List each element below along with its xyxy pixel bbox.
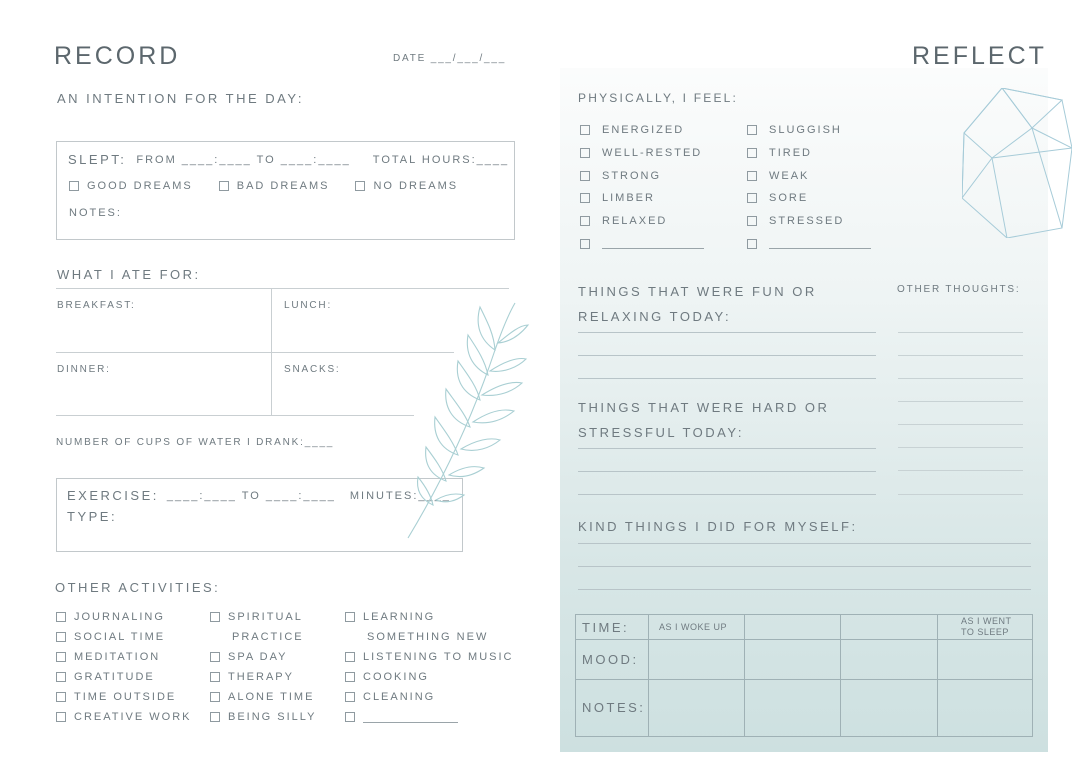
activity-label: SPA DAY bbox=[228, 651, 288, 663]
exercise-time-field[interactable]: ____:____ TO ____:____ bbox=[166, 489, 336, 502]
no-dreams-label: NO DREAMS bbox=[373, 180, 459, 192]
activity-cleaning[interactable] bbox=[345, 691, 435, 703]
fun-heading-line1: THINGS THAT WERE FUN OR bbox=[578, 284, 817, 299]
food-heading: WHAT I ATE FOR: bbox=[57, 267, 201, 282]
activity-label: ALONE TIME bbox=[228, 691, 315, 703]
checkbox[interactable] bbox=[56, 612, 66, 622]
breakfast-field[interactable]: BREAKFAST: bbox=[57, 300, 136, 311]
grid-cell-mood-4[interactable] bbox=[938, 640, 1033, 680]
activity-label: LEARNING bbox=[363, 611, 436, 623]
hard-heading-line1: THINGS THAT WERE HARD OR bbox=[578, 400, 830, 415]
activity-being-silly[interactable] bbox=[210, 711, 316, 723]
checkbox[interactable] bbox=[56, 712, 66, 722]
activity-gratitude[interactable] bbox=[56, 671, 155, 683]
exercise-label: EXERCISE: bbox=[67, 488, 159, 503]
grid-cell-notes-2[interactable] bbox=[745, 680, 841, 737]
activity-label: CLEANING bbox=[363, 691, 436, 703]
total-hours-field[interactable]: TOTAL HOURS:____ bbox=[372, 153, 510, 166]
feel-label: ENERGIZED bbox=[602, 124, 685, 136]
activity-creative-work[interactable] bbox=[56, 711, 191, 723]
checkbox[interactable] bbox=[580, 216, 590, 226]
feel-label: STRESSED bbox=[769, 215, 845, 227]
food-bottom-rule-right bbox=[272, 415, 414, 416]
bad-dreams-label: BAD DREAMS bbox=[236, 180, 330, 192]
grid-sleep-label-line1: AS I WENT bbox=[961, 616, 1012, 626]
dreams-row bbox=[69, 180, 458, 192]
feel-label: STRONG bbox=[602, 170, 662, 182]
feel-label: WELL-RESTED bbox=[602, 147, 703, 159]
leaf-sprig-illustration bbox=[400, 295, 535, 545]
activity-label-cont: PRACTICE bbox=[232, 631, 304, 643]
thoughts-line[interactable] bbox=[898, 355, 1023, 356]
sleep-row bbox=[68, 152, 509, 167]
kind-line[interactable] bbox=[578, 543, 1031, 544]
food-bottom-rule-left bbox=[56, 415, 271, 416]
dinner-field[interactable]: DINNER: bbox=[57, 364, 111, 375]
activity-learning[interactable] bbox=[345, 611, 435, 623]
thoughts-line[interactable] bbox=[898, 378, 1023, 379]
geometric-gem-illustration bbox=[962, 88, 1072, 238]
feel-sore[interactable] bbox=[747, 192, 808, 204]
activity-custom[interactable] bbox=[345, 711, 458, 723]
activities-heading: OTHER ACTIVITIES: bbox=[55, 580, 221, 595]
activity-label: TIME OUTSIDE bbox=[74, 691, 177, 703]
hard-line[interactable] bbox=[578, 471, 876, 472]
grid-cell-time-3[interactable] bbox=[745, 615, 841, 640]
custom-blank[interactable] bbox=[363, 711, 458, 723]
minutes-field[interactable]: MINUTES:____ bbox=[349, 489, 451, 502]
activity-journaling[interactable] bbox=[56, 611, 165, 623]
activity-meditation[interactable] bbox=[56, 651, 160, 663]
feel-relaxed[interactable] bbox=[580, 215, 667, 227]
activity-spa-day[interactable] bbox=[210, 651, 287, 663]
feel-custom-right[interactable] bbox=[747, 238, 871, 249]
checkbox[interactable] bbox=[210, 652, 220, 662]
thoughts-line[interactable] bbox=[898, 332, 1023, 333]
thoughts-line[interactable] bbox=[898, 401, 1023, 402]
activity-spiritual-practice[interactable] bbox=[210, 611, 303, 623]
checkbox[interactable] bbox=[747, 239, 757, 249]
feel-label: WEAK bbox=[769, 170, 810, 182]
activity-label: BEING SILLY bbox=[228, 711, 317, 723]
activity-cooking[interactable] bbox=[345, 671, 429, 683]
activity-social-time[interactable] bbox=[56, 631, 165, 643]
activity-listening-to-music[interactable] bbox=[345, 651, 514, 663]
checkbox[interactable] bbox=[747, 148, 757, 158]
feel-label: LIMBER bbox=[602, 192, 655, 204]
thoughts-line[interactable] bbox=[898, 424, 1023, 425]
fun-line[interactable] bbox=[578, 332, 876, 333]
activity-label: COOKING bbox=[363, 671, 429, 683]
exercise-type-field[interactable]: TYPE: bbox=[67, 509, 118, 524]
checkbox[interactable] bbox=[580, 125, 590, 135]
feel-sluggish[interactable] bbox=[747, 124, 842, 136]
feel-label: RELAXED bbox=[602, 215, 668, 227]
feel-label: SORE bbox=[769, 192, 809, 204]
kind-heading: KIND THINGS I DID FOR MYSELF: bbox=[578, 519, 858, 534]
grid-mood-label: MOOD: bbox=[582, 652, 639, 667]
checkbox[interactable] bbox=[56, 672, 66, 682]
fun-heading-line2: RELAXING TODAY: bbox=[578, 309, 732, 324]
hard-heading-line2: STRESSFUL TODAY: bbox=[578, 425, 744, 440]
feel-strong[interactable] bbox=[580, 170, 661, 182]
fun-line[interactable] bbox=[578, 355, 876, 356]
intention-label: AN INTENTION FOR THE DAY: bbox=[57, 91, 304, 106]
checkbox[interactable] bbox=[580, 193, 590, 203]
checkbox[interactable] bbox=[580, 148, 590, 158]
physical-heading: PHYSICALLY, I FEEL: bbox=[578, 91, 739, 105]
checkbox[interactable] bbox=[345, 652, 355, 662]
feel-limber[interactable] bbox=[580, 192, 655, 204]
checkbox[interactable] bbox=[345, 612, 355, 622]
grid-time-label: TIME: bbox=[582, 620, 630, 635]
exercise-row bbox=[67, 488, 451, 503]
hard-line[interactable] bbox=[578, 448, 876, 449]
good-dreams-checkbox[interactable] bbox=[69, 181, 79, 191]
grid-cell-mood-1[interactable] bbox=[649, 640, 745, 680]
grid-cell-notes-1[interactable] bbox=[649, 680, 745, 737]
thoughts-line[interactable] bbox=[898, 494, 1023, 495]
custom-blank[interactable] bbox=[769, 238, 871, 249]
checkbox[interactable] bbox=[580, 171, 590, 181]
bad-dreams-checkbox[interactable] bbox=[219, 181, 229, 191]
grid-sleep-label-line2: TO SLEEP bbox=[961, 627, 1009, 637]
lunch-field[interactable]: LUNCH: bbox=[284, 300, 333, 311]
water-field[interactable]: NUMBER OF CUPS OF WATER I DRANK:____ bbox=[56, 437, 335, 448]
date-field[interactable]: DATE ___/___/___ bbox=[393, 53, 507, 64]
activity-therapy[interactable] bbox=[210, 671, 294, 683]
food-mid-rule-left bbox=[56, 352, 271, 353]
feel-tired[interactable] bbox=[747, 147, 812, 159]
feel-label: SLUGGISH bbox=[769, 124, 842, 136]
activity-label: THERAPY bbox=[228, 671, 294, 683]
activity-label-cont: SOMETHING NEW bbox=[367, 631, 489, 643]
hard-line[interactable] bbox=[578, 494, 876, 495]
activity-time-outside[interactable] bbox=[56, 691, 176, 703]
good-dreams-label: GOOD DREAMS bbox=[87, 180, 193, 192]
grid-woke-label: AS I WOKE UP bbox=[659, 622, 728, 632]
checkbox[interactable] bbox=[210, 672, 220, 682]
checkbox[interactable] bbox=[747, 216, 757, 226]
feel-custom-left[interactable] bbox=[580, 238, 704, 249]
activity-label: SPIRITUAL bbox=[228, 611, 303, 623]
checkbox[interactable] bbox=[345, 672, 355, 682]
sleep-notes-field[interactable]: NOTES: bbox=[69, 207, 122, 219]
checkbox[interactable] bbox=[56, 652, 66, 662]
fun-line[interactable] bbox=[578, 378, 876, 379]
slept-label: SLEPT: bbox=[68, 152, 127, 167]
activity-label: MEDITATION bbox=[74, 651, 161, 663]
activity-label: SOCIAL TIME bbox=[74, 631, 166, 643]
activity-label: GRATITUDE bbox=[74, 671, 155, 683]
activity-alone-time[interactable] bbox=[210, 691, 314, 703]
feel-stressed[interactable] bbox=[747, 215, 844, 227]
grid-cell-time-4[interactable] bbox=[841, 615, 938, 640]
checkbox[interactable] bbox=[747, 125, 757, 135]
checkbox[interactable] bbox=[210, 692, 220, 702]
checkbox[interactable] bbox=[345, 692, 355, 702]
activity-label: LISTENING TO MUSIC bbox=[363, 651, 514, 663]
feel-well-rested[interactable] bbox=[580, 147, 702, 159]
checkbox[interactable] bbox=[747, 193, 757, 203]
grid-cell-notes-3[interactable] bbox=[841, 680, 938, 737]
feel-label: TIRED bbox=[769, 147, 812, 159]
thoughts-line[interactable] bbox=[898, 447, 1023, 448]
grid-cell-mood-2[interactable] bbox=[745, 640, 841, 680]
snacks-field[interactable]: SNACKS: bbox=[284, 364, 341, 375]
checkbox[interactable] bbox=[345, 712, 355, 722]
reflect-title: REFLECT bbox=[912, 42, 1047, 70]
checkbox[interactable] bbox=[210, 712, 220, 722]
activity-label: JOURNALING bbox=[74, 611, 165, 623]
checkbox[interactable] bbox=[56, 692, 66, 702]
no-dreams-checkbox[interactable] bbox=[355, 181, 365, 191]
grid-cell-mood-3[interactable] bbox=[841, 640, 938, 680]
checkbox[interactable] bbox=[580, 239, 590, 249]
kind-line[interactable] bbox=[578, 589, 1031, 590]
activity-label: CREATIVE WORK bbox=[74, 711, 192, 723]
custom-blank[interactable] bbox=[602, 238, 704, 249]
feel-energized[interactable] bbox=[580, 124, 684, 136]
grid-cell-notes-4[interactable] bbox=[938, 680, 1033, 737]
thoughts-line[interactable] bbox=[898, 470, 1023, 471]
other-thoughts-heading: OTHER THOUGHTS: bbox=[897, 284, 1021, 295]
record-title: RECORD bbox=[54, 42, 181, 70]
kind-line[interactable] bbox=[578, 566, 1031, 567]
checkbox[interactable] bbox=[56, 632, 66, 642]
food-top-rule bbox=[56, 288, 509, 289]
sleep-time-field[interactable]: FROM ____:____ TO ____:____ bbox=[136, 153, 351, 166]
checkbox[interactable] bbox=[210, 612, 220, 622]
checkbox[interactable] bbox=[747, 171, 757, 181]
grid-notes-label: NOTES: bbox=[582, 700, 646, 715]
feel-weak[interactable] bbox=[747, 170, 809, 182]
